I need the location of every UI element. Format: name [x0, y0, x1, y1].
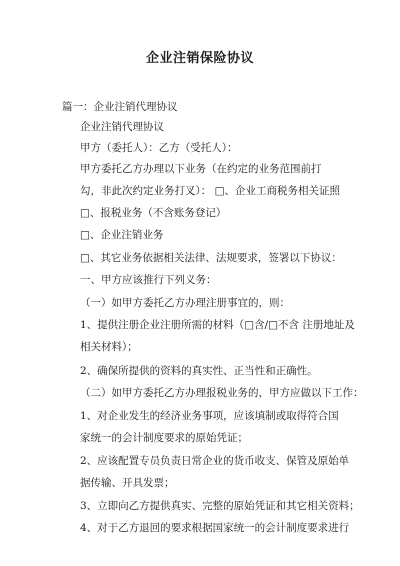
paragraph-line: 甲方委托乙方办理以下业务（在约定的业务范围前打	[80, 163, 322, 175]
section-heading: 篇一：企业注销代理协议	[62, 101, 178, 113]
clause-heading: 一、甲方应该推行下列义务：	[80, 274, 217, 286]
checkbox-item: □、企业注销业务	[80, 229, 164, 241]
clause-item: 1、对企业发生的经济业务事项，应该填制或取得符合国	[80, 410, 339, 422]
clause-item-continued: 据传输、开具发票；	[80, 477, 175, 489]
paragraph-line: 勾，非此次约定业务打叉）： □、企业工商税务相关证照	[80, 185, 341, 197]
clause-item: 2、应该配置专员负责日常企业的货币收支、保管及原始单	[80, 455, 350, 467]
checkbox-item: □、报税业务（不含账务登记）	[80, 207, 227, 219]
parties-line: 甲方（委托人）：乙方（受托人）：	[80, 142, 238, 154]
clause-item: 3、立即向乙方提供真实、完整的原始凭证和其它相关资料；	[80, 500, 360, 512]
clause-item-continued: 相关材料）；	[80, 341, 138, 353]
clause-item: 1、提供注册企业注册所需的材料（□含/□不含 注册地址及	[80, 319, 355, 331]
agreement-name: 企业注销代理协议	[80, 121, 164, 133]
clause-item: 4、对于乙方退回的要求根据国家统一的会计制度要求进行	[80, 522, 350, 534]
sub-clause-heading: （一）如甲方委托乙方办理注册事宜的，则：	[80, 297, 290, 309]
clause-item-continued: 家统一的会计制度要求的原始凭证；	[80, 432, 248, 444]
checkbox-item: □、其它业务依据相关法律、法规要求，签署以下协议：	[80, 252, 342, 264]
clause-item: 2、确保所提供的资料的真实性、正当性和正确性。	[80, 365, 318, 377]
document-title: 企业注销保险协议	[145, 51, 254, 66]
sub-clause-heading: （二）如甲方委托乙方办理报税业务的，甲方应做以下工作：	[80, 387, 364, 399]
